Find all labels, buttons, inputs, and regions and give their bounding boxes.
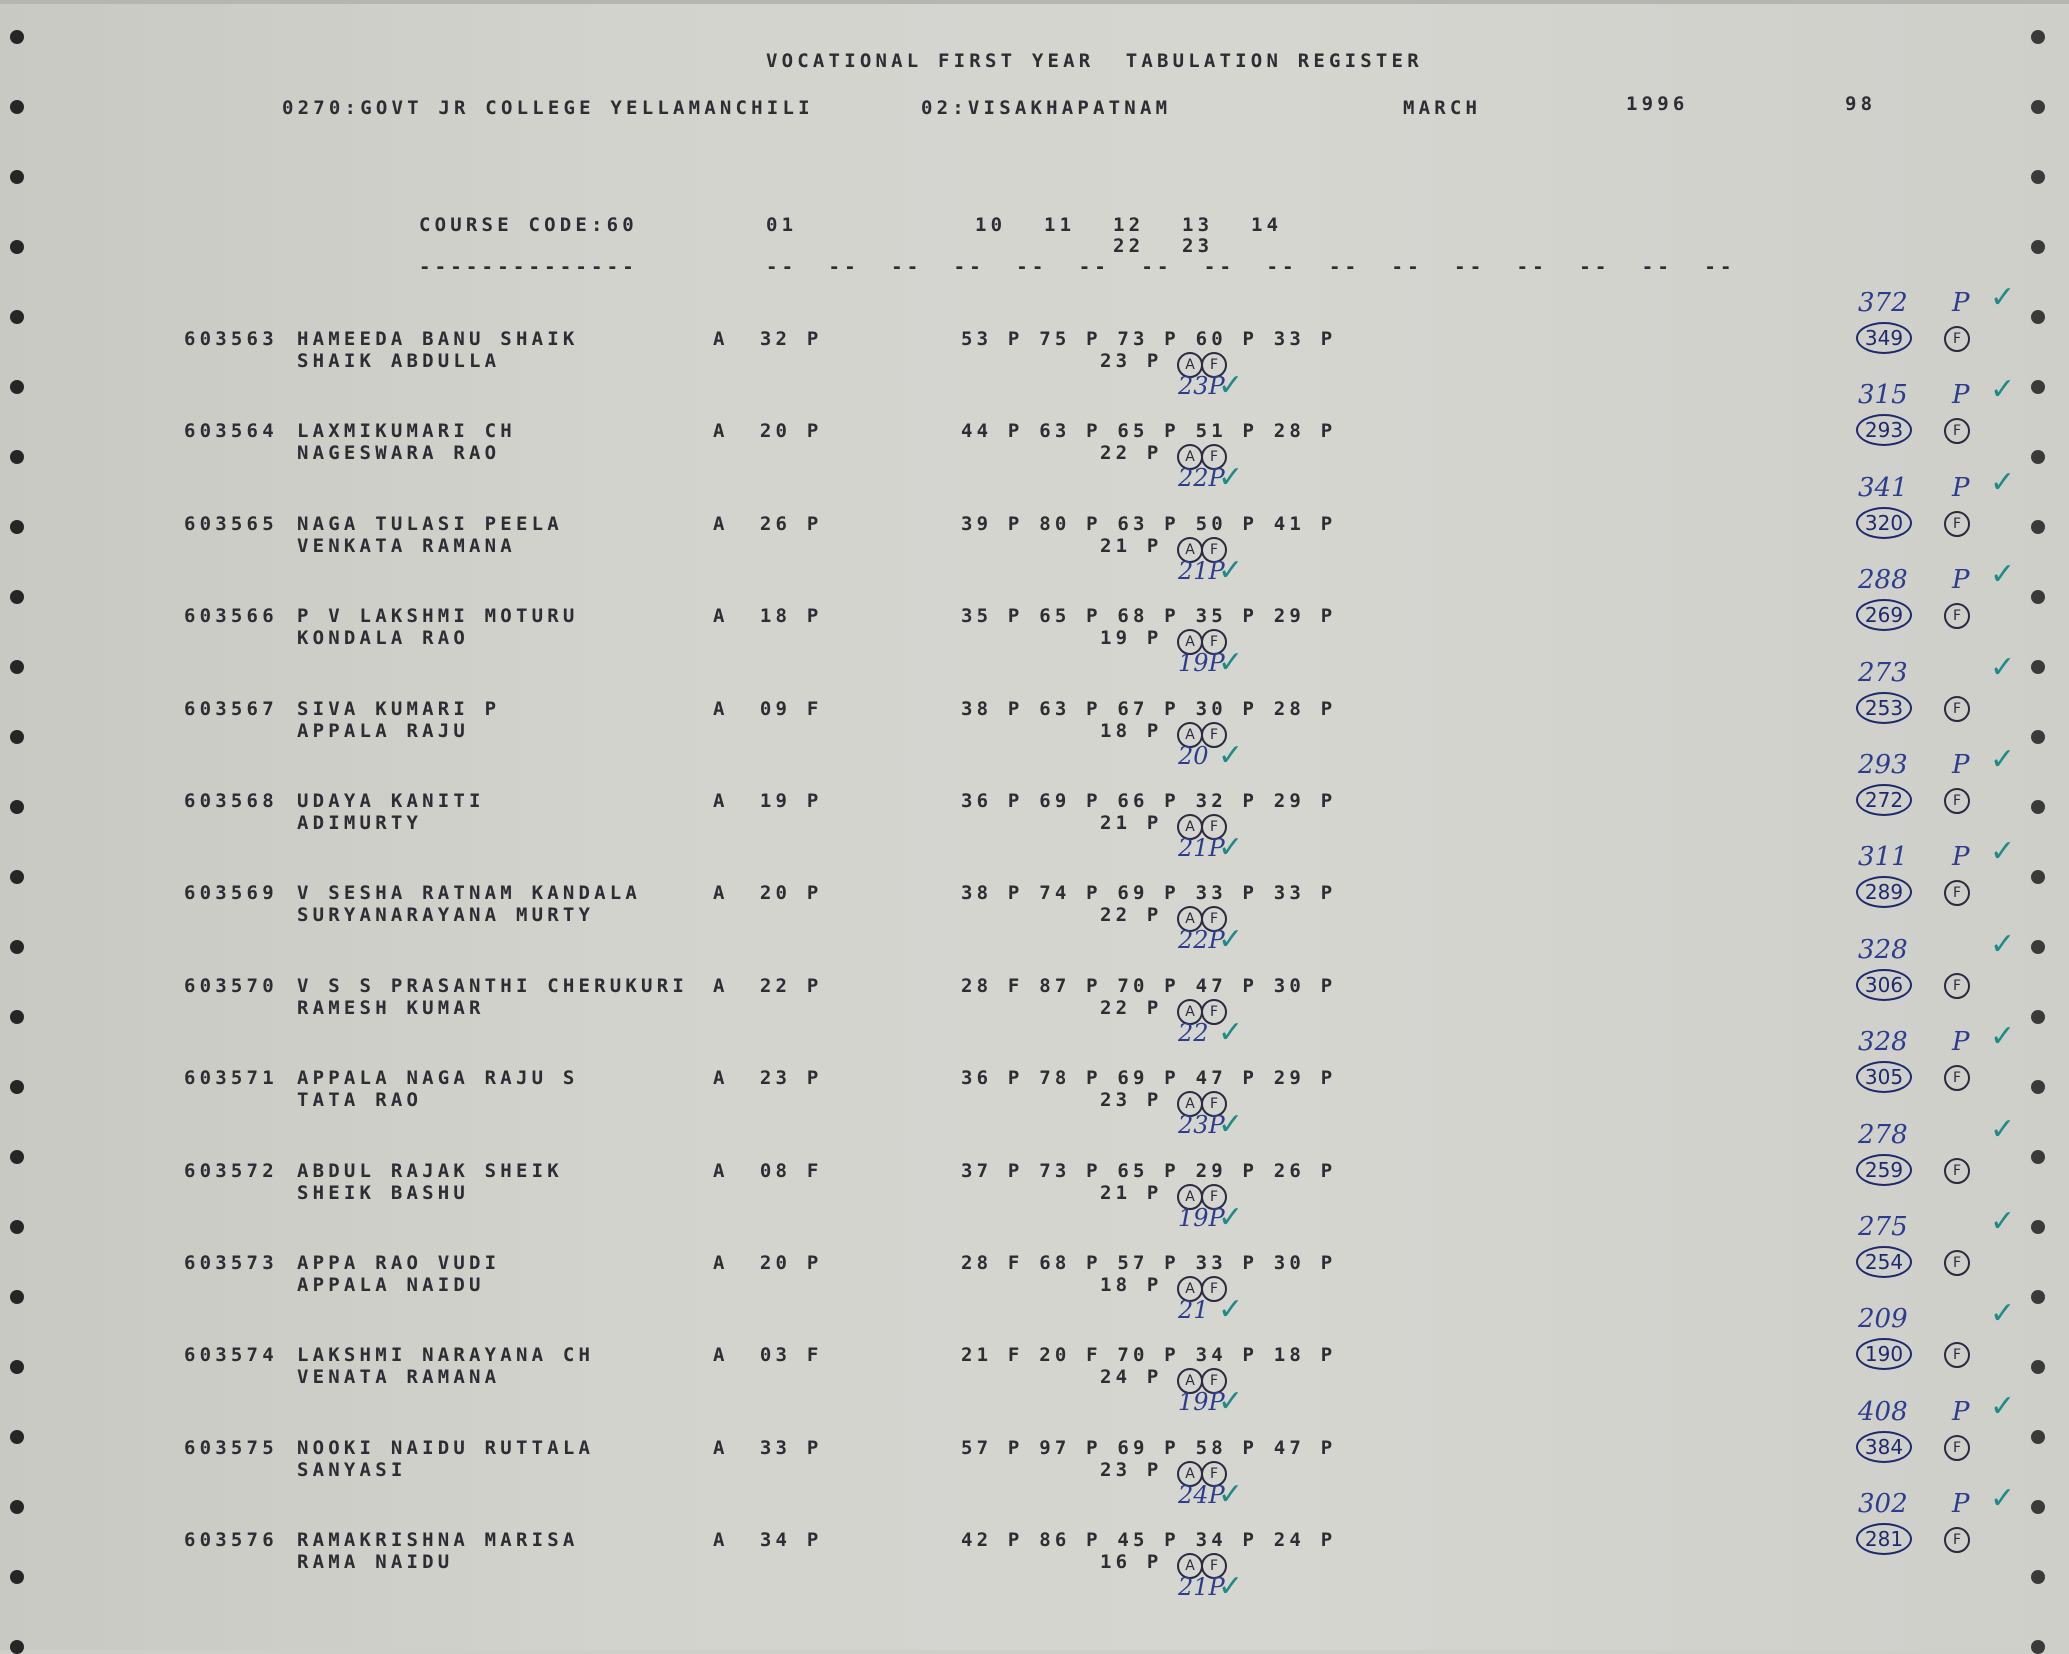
handwritten-af-marks: 20: [1178, 742, 1209, 770]
tick-mark-icon: ✓: [1990, 1296, 2016, 1331]
handwritten-total: 341: [1858, 473, 1908, 503]
tick-mark-icon: ✓: [1990, 465, 2016, 500]
circled-f-mark: F: [1201, 352, 1227, 378]
circled-total: 269: [1856, 599, 1912, 631]
handwritten-af-marks: 21: [1178, 1296, 1209, 1324]
circled-a-mark: A: [1177, 722, 1203, 748]
circled-a-mark: A: [1177, 352, 1203, 378]
circled-result-mark: F: [1944, 973, 1970, 999]
course-code-label: COURSE CODE:60: [419, 214, 638, 236]
marks-subject-22: 16 P: [1100, 1551, 1163, 1573]
register-title: VOCATIONAL FIRST YEAR TABULATION REGISTER: [766, 50, 1423, 72]
marks-subject-22: 21 P: [1100, 1182, 1163, 1204]
handwritten-af-marks: 23P: [1178, 372, 1225, 400]
handwritten-total: 328: [1858, 1027, 1908, 1057]
tick-mark-icon: ✓: [1990, 742, 2016, 777]
marks-subject-01: A 03 F: [713, 1344, 823, 1366]
feed-hole: [10, 240, 24, 254]
circled-f-mark: F: [1201, 1553, 1227, 1579]
tick-mark-icon: ✓: [1218, 738, 1244, 773]
circled-f-mark: F: [1201, 722, 1227, 748]
circled-result-mark: F: [1944, 511, 1970, 537]
father-name: SANYASI: [297, 1459, 407, 1481]
feed-hole: [10, 100, 24, 114]
marks-subject-22: 18 P: [1100, 1274, 1163, 1296]
subject-code-14: 14: [1251, 214, 1283, 236]
marks-subject-22: 19 P: [1100, 627, 1163, 649]
circled-total: 306: [1856, 969, 1912, 1001]
tick-mark-icon: ✓: [1990, 1389, 2016, 1424]
marks-subject-01: A 23 P: [713, 1067, 823, 1089]
father-name: SHAIK ABDULLA: [297, 350, 501, 372]
handwritten-result: P: [1952, 380, 1970, 410]
student-name: HAMEEDA BANU SHAIK: [297, 328, 579, 350]
roll-number: 603570: [184, 975, 278, 997]
tick-mark-icon: ✓: [1218, 553, 1244, 588]
circled-result-mark: F: [1944, 880, 1970, 906]
marks-subjects-10-14: 44 P 63 P 65 P 51 P 28 P: [961, 420, 1337, 442]
marks-subjects-10-14: 21 F 20 F 70 P 34 P 18 P: [961, 1344, 1337, 1366]
roll-number: 603567: [184, 698, 278, 720]
roll-number: 603573: [184, 1252, 278, 1274]
father-name: SHEIK BASHU: [297, 1182, 470, 1204]
exam-year: 1996: [1626, 93, 1689, 115]
father-name: NAGESWARA RAO: [297, 442, 501, 464]
circled-f-mark: F: [1201, 999, 1227, 1025]
handwritten-af-marks: 21P: [1178, 834, 1225, 862]
sheet-top-edge: [0, 0, 2069, 4]
handwritten-af-marks: 22P: [1178, 464, 1225, 492]
tick-mark-icon: ✓: [1218, 1200, 1244, 1235]
circled-f-mark: F: [1201, 1368, 1227, 1394]
roll-number: 603564: [184, 420, 278, 442]
circled-f-mark: F: [1201, 1091, 1227, 1117]
circled-total: 281: [1856, 1523, 1912, 1555]
circled-a-mark: A: [1177, 1553, 1203, 1579]
subject-code-12: 12: [1113, 214, 1145, 236]
marks-subject-22: 22 P: [1100, 904, 1163, 926]
tick-mark-icon: ✓: [1218, 460, 1244, 495]
roll-number: 603568: [184, 790, 278, 812]
feed-hole: [10, 310, 24, 324]
circled-total: 349: [1856, 322, 1912, 354]
circled-f-mark: F: [1201, 906, 1227, 932]
student-name: RAMAKRISHNA MARISA: [297, 1529, 579, 1551]
tick-mark-icon: ✓: [1218, 368, 1244, 403]
roll-number: 603571: [184, 1067, 278, 1089]
marks-subject-22: 23 P: [1100, 350, 1163, 372]
roll-number: 603569: [184, 882, 278, 904]
handwritten-total: 275: [1858, 1212, 1908, 1242]
circled-result-mark: F: [1944, 788, 1970, 814]
marks-subject-01: A 09 F: [713, 698, 823, 720]
student-name: NOOKI NAIDU RUTTALA: [297, 1437, 595, 1459]
circled-result-mark: F: [1944, 696, 1970, 722]
handwritten-result: P: [1952, 1489, 1970, 1519]
circled-result-mark: F: [1944, 1342, 1970, 1368]
tick-mark-icon: ✓: [1218, 922, 1244, 957]
page-number: 98: [1845, 93, 1877, 115]
marks-subject-01: A 19 P: [713, 790, 823, 812]
marks-subject-22: 23 P: [1100, 1089, 1163, 1111]
circled-result-mark: F: [1944, 1065, 1970, 1091]
marks-subject-22: 22 P: [1100, 997, 1163, 1019]
tick-mark-icon: ✓: [1218, 1107, 1244, 1142]
handwritten-result: P: [1952, 842, 1970, 872]
circled-f-mark: F: [1201, 814, 1227, 840]
marks-subject-01: A 22 P: [713, 975, 823, 997]
tick-mark-icon: ✓: [1990, 1019, 2016, 1054]
roll-number: 603566: [184, 605, 278, 627]
feed-hole: [10, 170, 24, 184]
circled-a-mark: A: [1177, 444, 1203, 470]
table-row: [0, 1296, 2069, 1436]
circled-total: 272: [1856, 784, 1912, 816]
circled-total: 305: [1856, 1061, 1912, 1093]
marks-subject-01: A 20 P: [713, 882, 823, 904]
tick-mark-icon: ✓: [1218, 1384, 1244, 1419]
father-name: SURYANARAYANA MURTY: [297, 904, 595, 926]
tick-mark-icon: ✓: [1990, 557, 2016, 592]
circled-result-mark: F: [1944, 1250, 1970, 1276]
father-name: VENKATA RAMANA: [297, 535, 516, 557]
handwritten-af-marks: 23P: [1178, 1111, 1225, 1139]
subject-code-13: 13: [1182, 214, 1214, 236]
marks-subjects-10-14: 53 P 75 P 73 P 60 P 33 P: [961, 328, 1337, 350]
circled-result-mark: F: [1944, 1158, 1970, 1184]
feed-hole: [2031, 310, 2045, 324]
marks-subjects-10-14: 36 P 69 P 66 P 32 P 29 P: [961, 790, 1337, 812]
table-row: [0, 927, 2069, 1067]
roll-number: 603563: [184, 328, 278, 350]
handwritten-result: P: [1952, 288, 1970, 318]
marks-subjects-10-14: 38 P 63 P 67 P 30 P 28 P: [961, 698, 1337, 720]
subject-code-22: 22: [1113, 235, 1145, 257]
marks-subjects-10-14: 36 P 78 P 69 P 47 P 29 P: [961, 1067, 1337, 1089]
tick-mark-icon: ✓: [1218, 1292, 1244, 1327]
tick-mark-icon: ✓: [1990, 280, 2016, 315]
marks-subject-22: 18 P: [1100, 720, 1163, 742]
circled-result-mark: F: [1944, 326, 1970, 352]
student-name: SIVA KUMARI P: [297, 698, 501, 720]
subject-code-23: 23: [1182, 235, 1214, 257]
feed-hole: [10, 1640, 24, 1654]
handwritten-total: 372: [1858, 288, 1908, 318]
marks-subject-01: A 20 P: [713, 420, 823, 442]
handwritten-af-marks: 19P: [1178, 1388, 1225, 1416]
feed-hole: [2031, 100, 2045, 114]
handwritten-result: P: [1952, 1027, 1970, 1057]
handwritten-af-marks: 21P: [1178, 557, 1225, 585]
circled-result-mark: F: [1944, 603, 1970, 629]
marks-subject-22: 22 P: [1100, 442, 1163, 464]
circled-a-mark: A: [1177, 999, 1203, 1025]
circled-f-mark: F: [1201, 1184, 1227, 1210]
tick-mark-icon: ✓: [1990, 372, 2016, 407]
tick-mark-icon: ✓: [1218, 1015, 1244, 1050]
handwritten-af-marks: 19P: [1178, 649, 1225, 677]
handwritten-total: 288: [1858, 565, 1908, 595]
circled-result-mark: F: [1944, 1527, 1970, 1553]
circled-result-mark: F: [1944, 1435, 1970, 1461]
handwritten-af-marks: 22: [1178, 1019, 1209, 1047]
circled-total: 384: [1856, 1431, 1912, 1463]
tick-mark-icon: ✓: [1990, 834, 2016, 869]
circled-a-mark: A: [1177, 1461, 1203, 1487]
student-name: P V LAKSHMI MOTURU: [297, 605, 579, 627]
circled-f-mark: F: [1201, 629, 1227, 655]
circled-a-mark: A: [1177, 629, 1203, 655]
circled-total: 190: [1856, 1338, 1912, 1370]
circled-a-mark: A: [1177, 537, 1203, 563]
circled-a-mark: A: [1177, 1091, 1203, 1117]
student-name: LAKSHMI NARAYANA CH: [297, 1344, 595, 1366]
handwritten-result: P: [1952, 565, 1970, 595]
circled-f-mark: F: [1201, 537, 1227, 563]
course-code-underline: --------------: [419, 256, 638, 278]
student-name: V S S PRASANTHI CHERUKURI: [297, 975, 688, 997]
marks-subjects-10-14: 28 F 68 P 57 P 33 P 30 P: [961, 1252, 1337, 1274]
subject-code-11: 11: [1044, 214, 1076, 236]
circled-f-mark: F: [1201, 444, 1227, 470]
handwritten-af-marks: 22P: [1178, 926, 1225, 954]
table-row: [0, 1481, 2069, 1621]
roll-number: 603572: [184, 1160, 278, 1182]
handwritten-af-marks: 21P: [1178, 1573, 1225, 1601]
feed-hole: [2031, 30, 2045, 44]
marks-subject-01: A 34 P: [713, 1529, 823, 1551]
marks-subject-01: A 33 P: [713, 1437, 823, 1459]
father-name: RAMA NAIDU: [297, 1551, 454, 1573]
marks-subject-01: A 32 P: [713, 328, 823, 350]
roll-number: 603565: [184, 513, 278, 535]
student-name: APPALA NAGA RAJU S: [297, 1067, 579, 1089]
marks-subjects-10-14: 42 P 86 P 45 P 34 P 24 P: [961, 1529, 1337, 1551]
circled-total: 254: [1856, 1246, 1912, 1278]
father-name: APPALA NAIDU: [297, 1274, 485, 1296]
father-name: TATA RAO: [297, 1089, 423, 1111]
feed-hole: [2031, 1640, 2045, 1654]
father-name: KONDALA RAO: [297, 627, 470, 649]
tick-mark-icon: ✓: [1218, 830, 1244, 865]
marks-subjects-10-14: 57 P 97 P 69 P 58 P 47 P: [961, 1437, 1337, 1459]
handwritten-result: P: [1952, 473, 1970, 503]
subject-code-10: 10: [975, 214, 1007, 236]
marks-subject-22: 21 P: [1100, 812, 1163, 834]
handwritten-total: 209: [1858, 1304, 1908, 1334]
exam-month: MARCH: [1403, 97, 1482, 119]
student-name: V SESHA RATNAM KANDALA: [297, 882, 642, 904]
student-name: ABDUL RAJAK SHEIK: [297, 1160, 563, 1182]
marks-subject-22: 21 P: [1100, 535, 1163, 557]
roll-number: 603576: [184, 1529, 278, 1551]
handwritten-total: 293: [1858, 750, 1908, 780]
circled-f-mark: F: [1201, 1461, 1227, 1487]
student-name: LAXMIKUMARI CH: [297, 420, 516, 442]
circled-total: 320: [1856, 507, 1912, 539]
handwritten-total: 273: [1858, 658, 1908, 688]
roll-number: 603574: [184, 1344, 278, 1366]
handwritten-total: 278: [1858, 1120, 1908, 1150]
marks-subject-01: A 08 F: [713, 1160, 823, 1182]
father-name: ADIMURTY: [297, 812, 423, 834]
student-name: UDAYA KANITI: [297, 790, 485, 812]
circled-a-mark: A: [1177, 1184, 1203, 1210]
tick-mark-icon: ✓: [1218, 645, 1244, 680]
feed-hole: [10, 30, 24, 44]
tick-mark-icon: ✓: [1218, 1477, 1244, 1512]
marks-subject-22: 23 P: [1100, 1459, 1163, 1481]
marks-subjects-10-14: 39 P 80 P 63 P 50 P 41 P: [961, 513, 1337, 535]
circled-total: 293: [1856, 414, 1912, 446]
handwritten-total: 328: [1858, 935, 1908, 965]
roll-number: 603575: [184, 1437, 278, 1459]
college-name: 0270:GOVT JR COLLEGE YELLAMANCHILI: [282, 97, 814, 119]
tick-mark-icon: ✓: [1990, 650, 2016, 685]
tick-mark-icon: ✓: [1990, 1481, 2016, 1516]
column-dashes: -- -- -- -- -- -- -- -- -- -- -- -- -- -- -- --: [766, 256, 1736, 278]
circled-total: 259: [1856, 1154, 1912, 1186]
father-name: RAMESH KUMAR: [297, 997, 485, 1019]
tick-mark-icon: ✓: [1990, 1112, 2016, 1147]
circled-a-mark: A: [1177, 906, 1203, 932]
handwritten-result: P: [1952, 750, 1970, 780]
district-name: 02:VISAKHAPATNAM: [921, 97, 1172, 119]
handwritten-total: 311: [1858, 842, 1908, 872]
circled-a-mark: A: [1177, 1276, 1203, 1302]
student-name: APPA RAO VUDI: [297, 1252, 501, 1274]
marks-subject-22: 24 P: [1100, 1366, 1163, 1388]
circled-total: 253: [1856, 692, 1912, 724]
circled-a-mark: A: [1177, 1368, 1203, 1394]
subject-code-01: 01: [766, 214, 798, 236]
feed-hole: [2031, 170, 2045, 184]
tick-mark-icon: ✓: [1990, 1204, 2016, 1239]
marks-subject-01: A 20 P: [713, 1252, 823, 1274]
handwritten-result: P: [1952, 1397, 1970, 1427]
circled-result-mark: F: [1944, 418, 1970, 444]
marks-subjects-10-14: 37 P 73 P 65 P 29 P 26 P: [961, 1160, 1337, 1182]
handwritten-af-marks: 19P: [1178, 1204, 1225, 1232]
marks-subjects-10-14: 28 F 87 P 70 P 47 P 30 P: [961, 975, 1337, 997]
tick-mark-icon: ✓: [1990, 927, 2016, 962]
handwritten-af-marks: 24P: [1178, 1481, 1225, 1509]
handwritten-total: 302: [1858, 1489, 1908, 1519]
feed-hole: [2031, 240, 2045, 254]
marks-subjects-10-14: 35 P 65 P 68 P 35 P 29 P: [961, 605, 1337, 627]
table-row: [0, 280, 2069, 420]
circled-a-mark: A: [1177, 814, 1203, 840]
father-name: APPALA RAJU: [297, 720, 470, 742]
student-name: NAGA TULASI PEELA: [297, 513, 563, 535]
marks-subjects-10-14: 38 P 74 P 69 P 33 P 33 P: [961, 882, 1337, 904]
handwritten-total: 315: [1858, 380, 1908, 410]
circled-total: 289: [1856, 876, 1912, 908]
father-name: VENATA RAMANA: [297, 1366, 501, 1388]
handwritten-total: 408: [1858, 1397, 1908, 1427]
marks-subject-01: A 26 P: [713, 513, 823, 535]
tick-mark-icon: ✓: [1218, 1569, 1244, 1604]
circled-f-mark: F: [1201, 1276, 1227, 1302]
marks-subject-01: A 18 P: [713, 605, 823, 627]
